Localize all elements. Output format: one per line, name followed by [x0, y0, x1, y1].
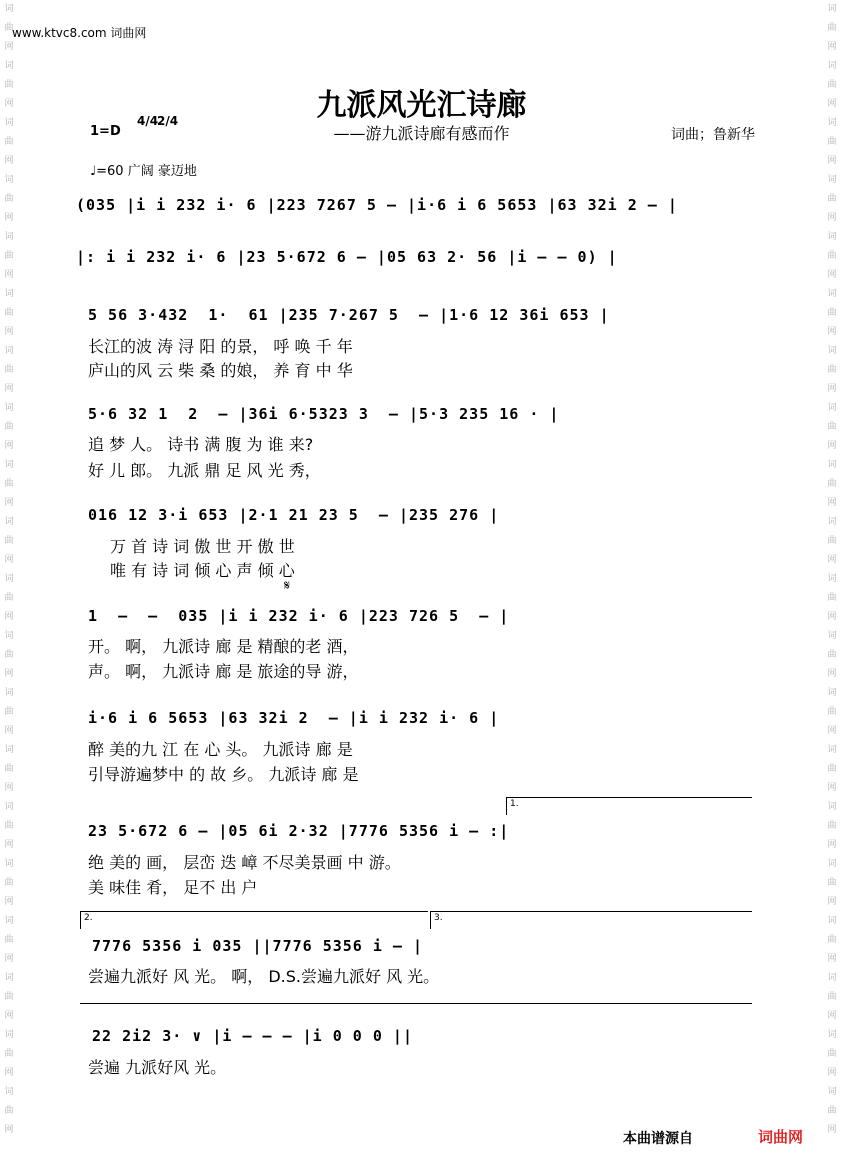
- song-subtitle: ——游九派诗廊有感而作: [333, 124, 510, 143]
- score-line-7-notes: i·6 i 6 5653 |63 32i 2 – |i i 232 i· 6 |: [88, 709, 500, 727]
- score-line-1-notes: (035 |i i 232 i· 6 |223 7267 5 – |i·6 i 6 5653 |63 32i 2 – |: [76, 196, 678, 214]
- score-line-5-notes: 016 12 3·i 653 |2·1 21 23 5 – |235 276 |: [88, 506, 500, 524]
- score-line-6-lyric-1: 开。 啊， 九派诗 廊 是 精酿的老 酒，: [88, 637, 359, 656]
- segno-sign: 𝄋: [284, 578, 291, 594]
- score-line-8-notes: 23 5·672 6 – |05 6i 2·32 |7776 5356 i – :|: [88, 822, 510, 840]
- time-signature-1: 4/4: [137, 114, 159, 128]
- ending-3-bracket-hook: [430, 911, 431, 929]
- score-line-3-lyric-2: 庐山的风 云 柴 桑 的娘， 养 育 中 华: [88, 361, 353, 380]
- coda-bracket: [80, 1003, 752, 1004]
- tempo-marking: ♩=60 广阔 豪迈地: [90, 164, 197, 179]
- ending-2-bracket: [80, 911, 428, 912]
- score-line-5-lyric-1: 万 首 诗 词 傲 世 开 傲 世: [110, 537, 295, 556]
- score-line-9-notes: 7776 5356 i 035 ||7776 5356 i – |: [92, 937, 424, 955]
- score-line-7-lyric-1: 醉 美的九 江 在 心 头。 九派诗 廊 是: [88, 740, 353, 759]
- score-line-6-notes: 1 – – 035 |i i 232 i· 6 |223 726 5 – |: [88, 607, 510, 625]
- ending-2-bracket-hook: [80, 911, 81, 929]
- footer-site-link[interactable]: 词曲网: [757, 1128, 803, 1146]
- score-line-7-lyric-2: 引导游遍梦中 的 故 乡。 九派诗 廊 是: [88, 765, 359, 784]
- score-line-8-lyric-2: 美 味佳 肴， 足不 出 户: [88, 878, 258, 897]
- score-line-10-notes: 22 2i2 3· ∨ |i – – – |i 0 0 0 ||: [92, 1027, 413, 1045]
- score-line-3-lyric-1: 长江的波 涛 浔 阳 的景， 呼 唤 千 年: [88, 337, 353, 356]
- song-title: 九派风光汇诗廊: [316, 88, 527, 123]
- score-line-4-lyric-2: 好 儿 郎。 九派 鼎 足 风 光 秀，: [88, 461, 321, 480]
- score-line-8-lyric-1: 绝 美的 画， 层峦 迭 嶂 不尽美景画 中 游。: [88, 853, 401, 872]
- left-watermark-strip: 词曲网 词曲网 词曲网 词曲网 词曲网 词曲网 词曲网 词曲网 词曲网 词曲网 词曲网 词曲网 词曲网 词曲网 词曲网 词曲网 词曲网 词曲网 词曲网 词曲网: [4, 4, 14, 1135]
- score-line-4-lyric-1: 追 梦 人。 诗书 满 腹 为 谁 来?: [88, 435, 314, 454]
- ending-3-bracket: [430, 911, 752, 912]
- score-line-2-notes: |: i i 232 i· 6 |23 5·672 6 – |05 63 2· 56 |i – – 0) |: [76, 248, 618, 266]
- ending-3-label: 3.: [434, 913, 443, 923]
- score-line-10-lyric-1: 尝遍 九派好风 光。: [88, 1058, 227, 1077]
- ending-1-label: 1.: [510, 799, 519, 809]
- ending-2-label: 2.: [84, 913, 93, 923]
- footer-source-label: 本曲谱源自: [623, 1131, 693, 1147]
- time-signature-2: 2/4: [157, 114, 179, 128]
- score-line-6-lyric-2: 声。 啊， 九派诗 廊 是 旅途的导 游，: [88, 662, 359, 681]
- score-line-5-lyric-2: 唯 有 诗 词 倾 心 声 倾 心: [110, 561, 295, 580]
- key-signature: 1=D: [90, 124, 121, 139]
- score-line-4-notes: 5·6 32 1 2 – |36i 6·5323 3 – |5·3 235 16 · |: [88, 405, 560, 423]
- score-line-3-notes: 5 56 3·432 1· 61 |235 7·267 5 – |1·6 12 36i 653 |: [88, 306, 610, 324]
- credits: 词曲；鲁新华: [671, 127, 755, 143]
- ending-1-bracket-hook: [506, 797, 507, 815]
- ending-1-bracket: [506, 797, 752, 798]
- site-url[interactable]: www.ktvc8.com 词曲网: [12, 26, 147, 40]
- right-watermark-strip: 词曲网 词曲网 词曲网 词曲网 词曲网 词曲网 词曲网 词曲网 词曲网 词曲网 词曲网 词曲网 词曲网 词曲网 词曲网 词曲网 词曲网 词曲网 词曲网 词曲网: [827, 4, 837, 1135]
- score-line-9-lyric-1: 尝遍九派好 风 光。 啊， D.S.尝遍九派好 风 光。: [88, 967, 440, 986]
